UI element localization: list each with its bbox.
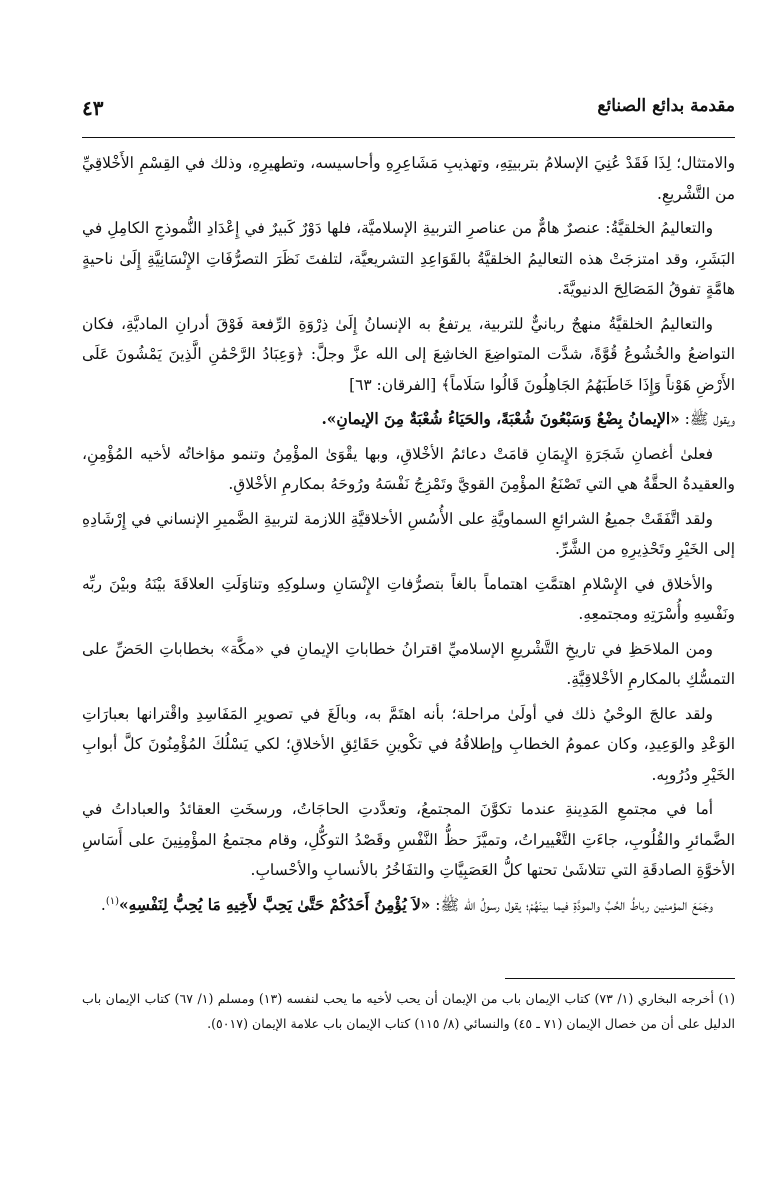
paragraph: ولقد عالجَ الوحْيُ ذلك في أولَىٰ مراحلة؛ بأنه اهتَمَّ به، وبالَغَ في تصويرِ المَفَاسِدِ واقْترانها بعبارَاتِ الوَعْدِ والوَعِيدِ، وكان عمومُ الخطابِ وإطلاقُهُ في تكْوينِ حَقَائِقِ الأخلاقِ؛ لكي يَسْلُكَ المُؤْمِنُونَ كلَّ أبوابِ الخَيْرِ ودُرُوبِه. [82,704,735,784]
page-number: ٤٣ [82,96,104,120]
paragraph: والامتثال؛ لِذَا فَقَدْ عُنِيَ الإسلامُ بتربيتِهِ، وتهذيبِ مَشَاعِرِهِ وأحاسيسه، وتطهيرِهِ، وذلك في القِسْمِ الأَخْلاقِيِّ من التَّشْريعِ. [82,154,735,203]
header-rule [82,137,735,138]
hadith-quote: «الإيمانُ بِضْعٌ وَسَبْعُونَ شُعْبَةً، والحَيَاءُ شُعْبَةٌ مِنَ الإيمانِ». [321,410,680,428]
hadith-quote: «لاَ يُؤْمِنُ أَحَدُكُمْ حَتَّىٰ يَحِبَّ لأَخِيهِ مَا يُحِبُّ لِنَفْسِهِ» [119,895,431,914]
paragraph: والأخلاق في الإِسْلامِ اهتمَّتِ اهتماماً بالغاً بتصرُّفاتِ الإِنْسَانِ وسلوكِهِ وتناوَلَتِ العلاقَةَ بيْنَهُ وبيْنَ ربِّه ونَفْسِهِ وأُسْرَتِهِ ومجتمعِهِ. [82,574,735,623]
paragraph-hadith [82,404,735,435]
hadith-intro: وجَمَعَ المؤمنين رباطُ الحُبِّ والمودَّةِ فيما بينَهُمْ؛ يقول رسولُ الله ﷺ: [430,895,713,914]
running-title: مقدمة بدائع الصنائع [597,96,735,116]
paragraph: فعلىٰ أغصانِ شَجَرَةِ الإِيمَانِ قامَتْ دعائمُ الأخْلاقِ، وبها يقْوَىٰ المؤْمِنُ وتنمو مؤاخاتُه لأخيه المُؤْمِنِ، والعقيدةُ الحقَّةُ هي التي تَصْنَعُ المؤْمِنَ القويَّ وتَمْزِجُ نَفْسَهُ ورُوحَهُ بمكارمِ الأخْلاقِ. [82,444,735,493]
main-text [82,148,735,924]
footnote-marker: (١) [105,895,119,907]
hadith-intro: ويقول ﷺ: [679,410,735,428]
paragraph-hadith [82,890,735,921]
footnote-rule [505,978,735,979]
paragraph: والتعاليمُ الخلقيَّةُ: عنصرٌ هامٌّ من عناصرِ التربيةِ الإسلاميَّة، فلها دَوْرٌ كَبيرٌ في إِعْدَادِ النُّموذجِ الكامِلِ في البَشَرِ، وقد امتزجَتْ هذه التعاليمُ الخلقيَّةُ بالقَوَاعِدِ التشريعيَّة، لتلفتَ نَظَرَ التصرُّفَاتِ الإِنْسَانِيَّةِ إِلَىٰ ناحيةٍ هامَّةٍ تفوقُ المَصَالِحَ الدنيويَّةَ. [82,219,735,298]
paragraph: والتعاليمُ الخلقيَّةُ منهجٌ ربانيٌّ للتربية، يرتفعُ به الإنسانُ إِلَىٰ ذِرْوَةِ الرِّفعة فَوْقَ أدرانِ الماديَّةِ، فكان التواضعُ والخُشُوعُ قُوَّةً، شدَّت المتواضِعَ الخاشِعَ إلى الله عزَّ وجلَّ: ﴿وَعِبَادُ الرَّحْمَٰنِ الَّذِينَ يَمْشُونَ عَلَى الأَرْضِ هَوْناً وَإِذَا خَاطَبَهُمُ الجَاهِلُونَ قَالُوا سَلَاماً﴾ [الفرقان: ٦٣] [82,314,735,394]
footnote: (١) أخرجه البخاري (١/ ٧٣) كتاب الإيمان باب من الإيمان أن يحب لأخيه ما يحب لنفسه (١٣) ومسلم (١/ ٦٧) كتاب الإيمان باب الدليل على أن من خصال الإيمان (٧١ ـ ٤٥) والنسائي (٨/ ١١٥) كتاب الإيمان باب علامة الإيمان (٥٠١٧). [82,991,735,1031]
period: . [100,895,106,914]
paragraph: ومن الملاحَظِ في تاريخِ التَّشْريعِ الإسلاميِّ اقترانُ خطاباتِ الإيمانِ في «مكَّة» بخطاباتِ الحَضِّ على التمسُّكِ بالمكارمِ الأخْلاقِيَّةِ. [82,639,735,688]
paragraph: ولقد اتَّفَقَتْ جميعُ الشرائعِ السماويَّةِ على الأُسُسِ الأخلاقيَّةِ اللازمة لتربيةِ الضَّميرِ الإنساني في إِرْشَادِهِ إلى الخَيْرِ وتَحْذِيرِهِ من الشَّرِّ. [82,509,735,558]
page-header [82,96,735,132]
paragraph: أما في مجتمعِ المَدِينةِ عندما تكوَّنَ المجتمعُ، وتعدَّدتِ الحاجَاتُ، ورسخَتِ العقائدُ والعباداتُ في الضَّمائرِ والقُلُوبِ، جاءَتِ التَّغْييراتُ، وتميَّزَ حظُّ النَّفْسِ وقَصْدُ التوكُّلِ، وقام مجتمعُ المؤْمِنِينَ على أَسَاسِ الأخوَّةِ الصادقَةِ التي تتلاشَىٰ تحتها كلُّ العَصَبِيَّاتِ والتفَاخُرُ بالأنسابِ والأحْسابِ. [82,800,735,879]
